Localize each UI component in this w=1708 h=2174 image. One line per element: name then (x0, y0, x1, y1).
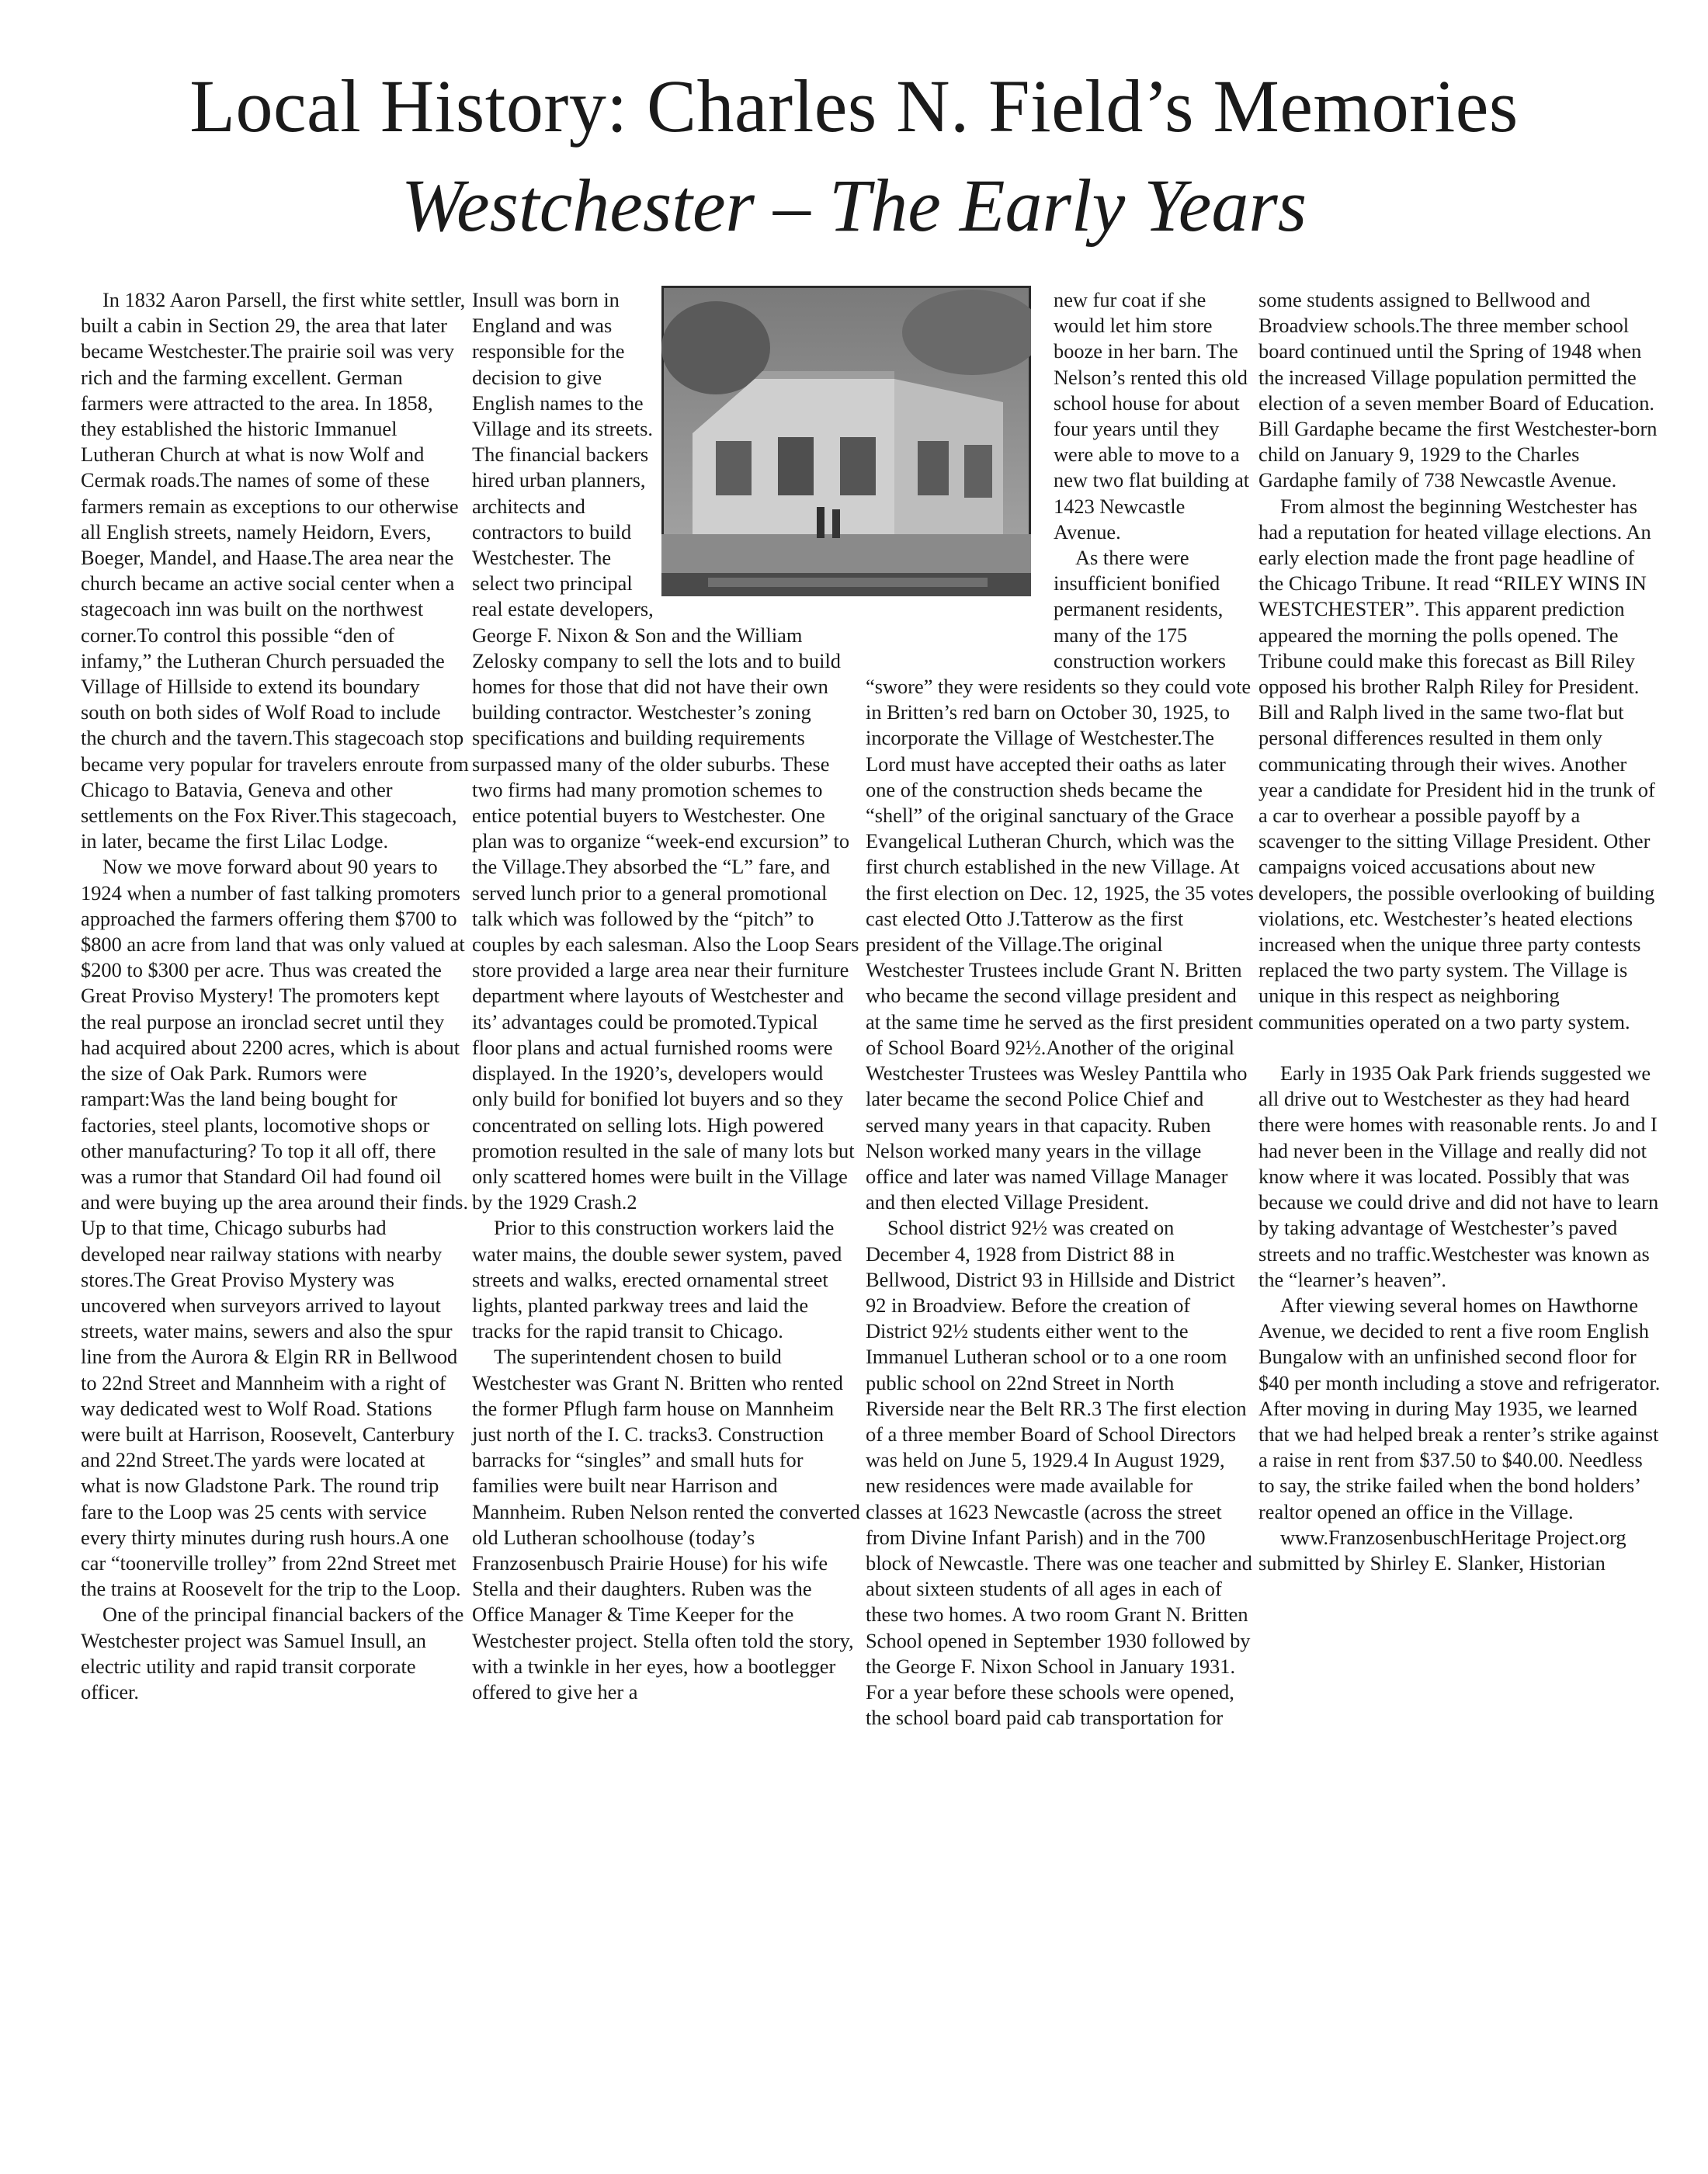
paragraph: Prior to this construction workers laid the water mains, the double sewer system, paved streets and walks, erected ornamental street lights, planted parkway trees and laid the tracks for the rapid transit to Chicago. (472, 1216, 842, 1343)
schoolhouse-photo (661, 286, 1031, 596)
paragraph: www.FranzosenbuschHeritage Project.org submitted by Shirley E. Slanker, Historian (1258, 1525, 1626, 1575)
text-column-4 (1258, 287, 1662, 1576)
paragraph: From almost the beginning Westchester has had a reputation for heated village elections. An early election made the front page headline of the Chicago Tribune. It read “RILEY WINS IN WESTCHESTER”. This apparent prediction appeared the morning the polls opened. The Tribune could make this forecast as Bill Riley opposed his brother Ralph Riley for President. Bill and Ralph lived in the same two-flat but personal differences resulted in them only communicating through their wives. Another year a candidate for President hid in the trunk of a car to overhear a possible payoff by a scavenger to the sitting Village President. Other campaigns voiced accusations about new developers, the possible overlooking of building violations, etc. Westchester’s heated elections increased when the unique three party contests replaced the two party system. The Village is unique in this respect as neighboring communities operated on a two party system. (1258, 494, 1655, 1033)
paragraph-spacer (1258, 1035, 1662, 1061)
paragraph: Insull was born in England and was responsible for the decision to give English names to the Village and its streets. The financial backers hired urban planners, architects and contractors to build Westchester. The select two principal real estate developers, George F. Nixon & Son and the William Zelosky company to sell the lots and to build homes for those that did not have their own building contractor. Westchester’s zoning specifications and building requirements surpassed many of the older suburbs. These two firms had many promotion schemes to entice potential buyers to Westchester. One plan was to organize “week-end excursion” to the Village.They absorbed the “L” fare, and served lunch prior to a general promotional talk which was followed by the “pitch” to couples by each salesman. Also the Loop Sears store provided a large area near their furniture department where layouts of Westchester and its’ advantages could be promoted.Typical floor plans and actual furnished rooms were displayed. In the 1920’s, developers would only build for bonified lot buyers and so they concentrated on selling lots. High powered promotion resulted in the sale of many lots but only scattered homes were built in the Village by the 1929 Crash.2 (472, 288, 859, 1214)
paragraph: As there were insufficient bonified permanent residents, many of the 175 construction workers “swore” they were residents so they could vote in Britten’s red barn on October 30, 1925, to incorporate the Village of Westchester.The Lord must have accepted their oaths as later one of the construction sheds became the “shell” of the original sanctuary of the Grace Evangelical Lutheran Church, which was the first church established in the new Village. At the first election on Dec. 12, 1925, the 35 votes cast elected Otto J.Tatterow as the first president of the Village.The original Westchester Trustees include Grant N. Britten who became the second village president and at the same time he served as the first president of School Board 92½.Another of the original Westchester Trustees was Wesley Panttila who later became the second Police Chief and served many years in that capacity. Ruben Nelson worked many years in the village office and later was named Village Manager and then elected Village President. (866, 546, 1254, 1214)
article-title: Local History: Charles N. Field’s Memories (189, 64, 1519, 148)
paragraph: Now we move forward about 90 years to 1924 when a number of fast talking promoters approached the farmers offering them $700 to $800 an acre from land that was only valued at $200 to $300 per acre. Thus was created the Great Proviso Mystery! The promoters kept the real purpose an ironclad secret until they had acquired about 2200 acres, which is about the size of Oak Park. Rumors were rampart:Was the land being bought for factories, steel plants, locomotive shops or other manufacturing? To top it all off, there was a rumor that Standard Oil had found oil and were buying up the area around their finds. Up to that time, Chicago suburbs had developed near railway stations with nearby stores.The Great Proviso Mystery was uncovered when surveyors arrived to layout streets, water mains, sewers and also the spur line from the Aurora & Elgin RR in Bellwood to 22nd Street and Mannheim with a right of way dedicated west to Wolf Road. Stations were built at Harrison, Roosevelt, Canterbury and 22nd Street.The yards were located at what is now Gladstone Park. The round trip fare to the Loop was 25 cents with service every thirty minutes during rush hours.A one car “toonerville trolley” from 22nd Street met the trains at Roosevelt for the trip to the Loop. (81, 855, 469, 1601)
paragraph: some students assigned to Bellwood and Broadview schools.The three member school board continued until the Spring of 1948 when the increased Village population permitted the election of a seven member Board of Education. (1258, 288, 1655, 415)
paragraph: new fur coat if she would let him store booze in her barn. The Nelson’s rented this old school house for about four years until they were able to move to a new two flat building at 1423 Newcastle Avenue. (1054, 288, 1250, 544)
text-column-1 (81, 287, 469, 1705)
paragraph: In 1832 Aaron Parsell, the first white settler, built a cabin in Section 29, the area that later became Westchester.The prairie soil was very rich and the farming excellent. German farmers were attracted to the area. In 1858, they established the historic Immanuel Lutheran Church at what is now Wolf and Cermak roads.The names of some of these farmers remain as exceptions to our otherwise all English streets, namely Heidorn, Evers, Boeger, Mandel, and Haase.The area near the church became an active social center when a stagecoach inn was built on the northwest corner.To control this possible “den of infamy,” the Lutheran Church persuaded the Village of Hillside to extend its boundary south on both sides of Wolf Road to include the church and the tavern.This stagecoach stop became very popular for travelers enroute from Chicago to Batavia, Geneva and other settlements on the Fox River.This stagecoach, in later, became the first Lilac Lodge. (81, 288, 469, 853)
paragraph: After viewing several homes on Hawthorne Avenue, we decided to rent a five room English Bungalow with an unfinished second floor for $40 per month including a stove and refrigerator. After moving in during May 1935, we learned that we had helped break a renter’s strike against a raise in rent from $37.50 to $40.00. Needless to say, the strike failed when the bond holders’ realtor opened an office in the Village. (1258, 1293, 1661, 1523)
paragraph: School district 92½ was created on December 4, 1928 from District 88 in Bellwood, District 93 in Hillside and District 92 in Broadview. Before the creation of District 92½ students either went to the Immanuel Lutheran school or to a one room public school on 22nd Street in North Riverside near the Belt RR.3 The first election of a three member Board of School Directors was held on June 5, 1929.4 In August 1929, new residences were made available for classes at 1623 Newcastle (across the street from Divine Infant Parish) and in the 700 block of Newcastle. There was one teacher and about sixteen students of all ages in each of these two homes. A two room Grant N. Britten School opened in September 1930 followed by the George F. Nixon School in January 1931. For a year before these schools were opened, the school board paid cab transportation for (866, 1216, 1252, 1730)
paragraph: Bill Gardaphe became the first Westchester-born child on January 9, 1929 to the Charles Gardaphe family of 738 Newcastle Avenue. (1258, 417, 1658, 492)
paragraph: The superintendent chosen to build Westchester was Grant N. Britten who rented the former Pflugh farm house on Mannheim just north of the I. C. tracks3. Construction barracks for “singles” and small huts for families were built near Harrison and Mannheim. Ruben Nelson rented the converted old Lutheran schoolhouse (today’s Franzosenbusch Prairie House) for his wife Stella and their daughters. Ruben was the Office Manager & Time Keeper for the Westchester project. Stella often told the story, with a twinkle in her eyes, how a bootlegger offered to give her a (472, 1345, 860, 1703)
schoolhouse-photo-image (661, 286, 1031, 596)
paragraph: One of the principal financial backers of the Westchester project was Samuel Insull, an electric utility and rapid transit corporate officer. (81, 1603, 464, 1703)
paragraph: Early in 1935 Oak Park friends suggested we all drive out to Westchester as they had heard there were homes with reasonable rents. Jo and I had never been in the Village and really did not know where it was located. Possibly that was because we could drive and did not have to learn by taking advantage of Westchester’s paved streets and no traffic.Westchester was known as the “learner’s heaven”. (1258, 1061, 1659, 1291)
article-subtitle: Westchester – The Early Years (401, 164, 1307, 247)
